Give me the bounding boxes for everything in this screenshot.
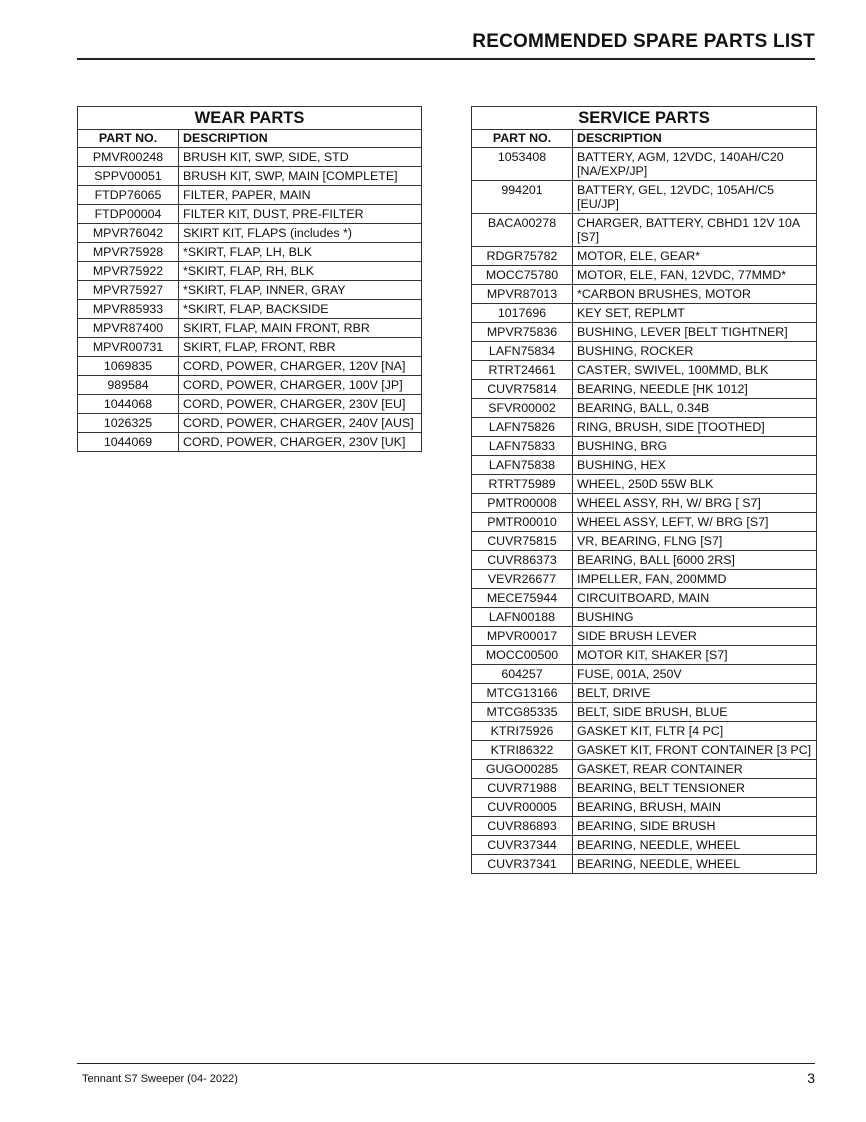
part-number-cell: MPVR00017 — [472, 627, 573, 646]
part-number-cell: MOCC00500 — [472, 646, 573, 665]
description-cell: FILTER, PAPER, MAIN — [179, 186, 422, 205]
part-number-cell: CUVR71988 — [472, 779, 573, 798]
description-cell: CORD, POWER, CHARGER, 120V [NA] — [179, 357, 422, 376]
description-cell: SIDE BRUSH LEVER — [573, 627, 817, 646]
description-cell: VR, BEARING, FLNG [S7] — [573, 532, 817, 551]
table-row — [472, 722, 817, 741]
service-col-part-no: PART NO. — [472, 130, 573, 148]
part-number-cell: CUVR00005 — [472, 798, 573, 817]
part-number-cell: PMTR00010 — [472, 513, 573, 532]
description-cell: *SKIRT, FLAP, INNER, GRAY — [179, 281, 422, 300]
table-row — [472, 646, 817, 665]
description-cell: BUSHING, BRG — [573, 437, 817, 456]
table-row — [472, 551, 817, 570]
part-number-cell: CUVR37344 — [472, 836, 573, 855]
table-row — [472, 570, 817, 589]
description-cell: SKIRT, FLAP, FRONT, RBR — [179, 338, 422, 357]
table-row — [472, 855, 817, 874]
description-cell: FUSE, 001A, 250V — [573, 665, 817, 684]
description-cell: RING, BRUSH, SIDE [TOOTHED] — [573, 418, 817, 437]
table-row — [78, 319, 422, 338]
part-number-cell: LAFN75834 — [472, 342, 573, 361]
table-row — [78, 262, 422, 281]
part-number-cell: MPVR87013 — [472, 285, 573, 304]
description-cell: KEY SET, REPLMT — [573, 304, 817, 323]
table-row — [472, 627, 817, 646]
wear-parts-body — [78, 148, 422, 452]
table-row — [472, 342, 817, 361]
wear-parts-table — [77, 106, 422, 452]
table-row — [78, 338, 422, 357]
table-row — [78, 433, 422, 452]
table-row — [78, 300, 422, 319]
wear-parts-title: WEAR PARTS — [78, 107, 422, 130]
description-cell: BELT, DRIVE — [573, 684, 817, 703]
description-cell: CASTER, SWIVEL, 100MMD, BLK — [573, 361, 817, 380]
part-number-cell: MPVR75928 — [78, 243, 179, 262]
part-number-cell: CUVR86373 — [472, 551, 573, 570]
part-number-cell: 1044068 — [78, 395, 179, 414]
part-number-cell: FTDP76065 — [78, 186, 179, 205]
table-row — [78, 395, 422, 414]
table-row — [472, 817, 817, 836]
table-row — [472, 703, 817, 722]
description-cell: BUSHING — [573, 608, 817, 627]
part-number-cell: MPVR75922 — [78, 262, 179, 281]
table-row — [78, 281, 422, 300]
table-row — [78, 357, 422, 376]
description-cell: BUSHING, LEVER [BELT TIGHTNER] — [573, 323, 817, 342]
part-number-cell: MPVR85933 — [78, 300, 179, 319]
part-number-cell: LAFN75838 — [472, 456, 573, 475]
part-number-cell: 1069835 — [78, 357, 179, 376]
part-number-cell: 989584 — [78, 376, 179, 395]
page-title: RECOMMENDED SPARE PARTS LIST — [472, 31, 815, 52]
table-row — [472, 456, 817, 475]
part-number-cell: RTRT24661 — [472, 361, 573, 380]
part-number-cell: MOCC75780 — [472, 266, 573, 285]
part-number-cell: SFVR00002 — [472, 399, 573, 418]
table-row — [472, 247, 817, 266]
table-row — [78, 167, 422, 186]
table-row — [472, 214, 817, 247]
wear-col-description: DESCRIPTION — [179, 130, 422, 148]
table-row — [78, 243, 422, 262]
part-number-cell: KTRI75926 — [472, 722, 573, 741]
description-cell: BELT, SIDE BRUSH, BLUE — [573, 703, 817, 722]
part-number-cell: CUVR37341 — [472, 855, 573, 874]
description-cell: *SKIRT, FLAP, LH, BLK — [179, 243, 422, 262]
part-number-cell: 994201 — [472, 181, 573, 214]
table-row — [472, 779, 817, 798]
table-row — [472, 304, 817, 323]
table-row — [472, 494, 817, 513]
footer-divider — [77, 1063, 815, 1064]
service-parts-title: SERVICE PARTS — [472, 107, 817, 130]
part-number-cell: VEVR26677 — [472, 570, 573, 589]
table-row — [472, 684, 817, 703]
description-cell: BEARING, BALL [6000 2RS] — [573, 551, 817, 570]
description-cell: *SKIRT, FLAP, RH, BLK — [179, 262, 422, 281]
part-number-cell: CUVR75815 — [472, 532, 573, 551]
description-cell: CIRCUITBOARD, MAIN — [573, 589, 817, 608]
description-cell: WHEEL ASSY, RH, W/ BRG [ S7] — [573, 494, 817, 513]
description-cell: BATTERY, AGM, 12VDC, 140AH/C20 [NA/EXP/JP] — [573, 148, 817, 181]
part-number-cell: PMVR00248 — [78, 148, 179, 167]
service-col-description: DESCRIPTION — [573, 130, 817, 148]
description-cell: *SKIRT, FLAP, BACKSIDE — [179, 300, 422, 319]
description-cell: MOTOR KIT, SHAKER [S7] — [573, 646, 817, 665]
description-cell: WHEEL ASSY, LEFT, W/ BRG [S7] — [573, 513, 817, 532]
part-number-cell: MPVR00731 — [78, 338, 179, 357]
table-row — [472, 418, 817, 437]
part-number-cell: CUVR75814 — [472, 380, 573, 399]
description-cell: SKIRT, FLAP, MAIN FRONT, RBR — [179, 319, 422, 338]
description-cell: CORD, POWER, CHARGER, 230V [EU] — [179, 395, 422, 414]
part-number-cell: LAFN75833 — [472, 437, 573, 456]
description-cell: BEARING, NEEDLE, WHEEL — [573, 855, 817, 874]
table-row — [472, 513, 817, 532]
part-number-cell: LAFN75826 — [472, 418, 573, 437]
header-divider — [77, 58, 815, 60]
description-cell: CORD, POWER, CHARGER, 100V [JP] — [179, 376, 422, 395]
table-row — [472, 608, 817, 627]
table-row — [472, 266, 817, 285]
table-row — [472, 760, 817, 779]
page-number: 3 — [807, 1070, 815, 1086]
description-cell: CHARGER, BATTERY, CBHD1 12V 10A [S7] — [573, 214, 817, 247]
part-number-cell: KTRI86322 — [472, 741, 573, 760]
table-row — [472, 437, 817, 456]
table-row — [472, 323, 817, 342]
part-number-cell: RTRT75989 — [472, 475, 573, 494]
part-number-cell: MPVR76042 — [78, 224, 179, 243]
table-row — [472, 399, 817, 418]
description-cell: BEARING, NEEDLE [HK 1012] — [573, 380, 817, 399]
service-parts-body — [472, 148, 817, 874]
description-cell: GASKET KIT, FLTR [4 PC] — [573, 722, 817, 741]
table-row — [472, 181, 817, 214]
description-cell: FILTER KIT, DUST, PRE-FILTER — [179, 205, 422, 224]
description-cell: CORD, POWER, CHARGER, 230V [UK] — [179, 433, 422, 452]
table-row — [78, 205, 422, 224]
table-row — [472, 836, 817, 855]
description-cell: CORD, POWER, CHARGER, 240V [AUS] — [179, 414, 422, 433]
table-row — [472, 665, 817, 684]
wear-col-part-no: PART NO. — [78, 130, 179, 148]
table-row — [472, 148, 817, 181]
part-number-cell: PMTR00008 — [472, 494, 573, 513]
table-row — [472, 741, 817, 760]
description-cell: BUSHING, ROCKER — [573, 342, 817, 361]
description-cell: BRUSH KIT, SWP, MAIN [COMPLETE] — [179, 167, 422, 186]
description-cell: BATTERY, GEL, 12VDC, 105AH/C5 [EU/JP] — [573, 181, 817, 214]
part-number-cell: FTDP00004 — [78, 205, 179, 224]
service-parts-table — [471, 106, 817, 874]
part-number-cell: MPVR87400 — [78, 319, 179, 338]
part-number-cell: 604257 — [472, 665, 573, 684]
description-cell: MOTOR, ELE, GEAR* — [573, 247, 817, 266]
table-row — [472, 380, 817, 399]
part-number-cell: 1044069 — [78, 433, 179, 452]
description-cell: *CARBON BRUSHES, MOTOR — [573, 285, 817, 304]
table-row — [78, 414, 422, 433]
part-number-cell: SPPV00051 — [78, 167, 179, 186]
part-number-cell: MPVR75836 — [472, 323, 573, 342]
part-number-cell: RDGR75782 — [472, 247, 573, 266]
description-cell: BEARING, BALL, 0.34B — [573, 399, 817, 418]
table-row — [78, 376, 422, 395]
part-number-cell: GUGO00285 — [472, 760, 573, 779]
description-cell: GASKET KIT, FRONT CONTAINER [3 PC] — [573, 741, 817, 760]
table-row — [472, 798, 817, 817]
description-cell: BUSHING, HEX — [573, 456, 817, 475]
table-row — [472, 589, 817, 608]
part-number-cell: MECE75944 — [472, 589, 573, 608]
part-number-cell: MPVR75927 — [78, 281, 179, 300]
description-cell: GASKET, REAR CONTAINER — [573, 760, 817, 779]
table-row — [78, 186, 422, 205]
description-cell: SKIRT KIT, FLAPS (includes *) — [179, 224, 422, 243]
description-cell: BRUSH KIT, SWP, SIDE, STD — [179, 148, 422, 167]
table-row — [472, 285, 817, 304]
part-number-cell: 1017696 — [472, 304, 573, 323]
footer-document-title: Tennant S7 Sweeper (04- 2022) — [82, 1073, 238, 1085]
table-row — [78, 224, 422, 243]
description-cell: BEARING, SIDE BRUSH — [573, 817, 817, 836]
table-row — [472, 532, 817, 551]
part-number-cell: MTCG85335 — [472, 703, 573, 722]
description-cell: IMPELLER, FAN, 200MMD — [573, 570, 817, 589]
table-row — [78, 148, 422, 167]
table-row — [472, 361, 817, 380]
description-cell: BEARING, BRUSH, MAIN — [573, 798, 817, 817]
description-cell: BEARING, BELT TENSIONER — [573, 779, 817, 798]
part-number-cell: 1053408 — [472, 148, 573, 181]
part-number-cell: CUVR86893 — [472, 817, 573, 836]
description-cell: BEARING, NEEDLE, WHEEL — [573, 836, 817, 855]
part-number-cell: MTCG13166 — [472, 684, 573, 703]
part-number-cell: 1026325 — [78, 414, 179, 433]
part-number-cell: LAFN00188 — [472, 608, 573, 627]
table-row — [472, 475, 817, 494]
part-number-cell: BACA00278 — [472, 214, 573, 247]
description-cell: MOTOR, ELE, FAN, 12VDC, 77MMD* — [573, 266, 817, 285]
description-cell: WHEEL, 250D 55W BLK — [573, 475, 817, 494]
